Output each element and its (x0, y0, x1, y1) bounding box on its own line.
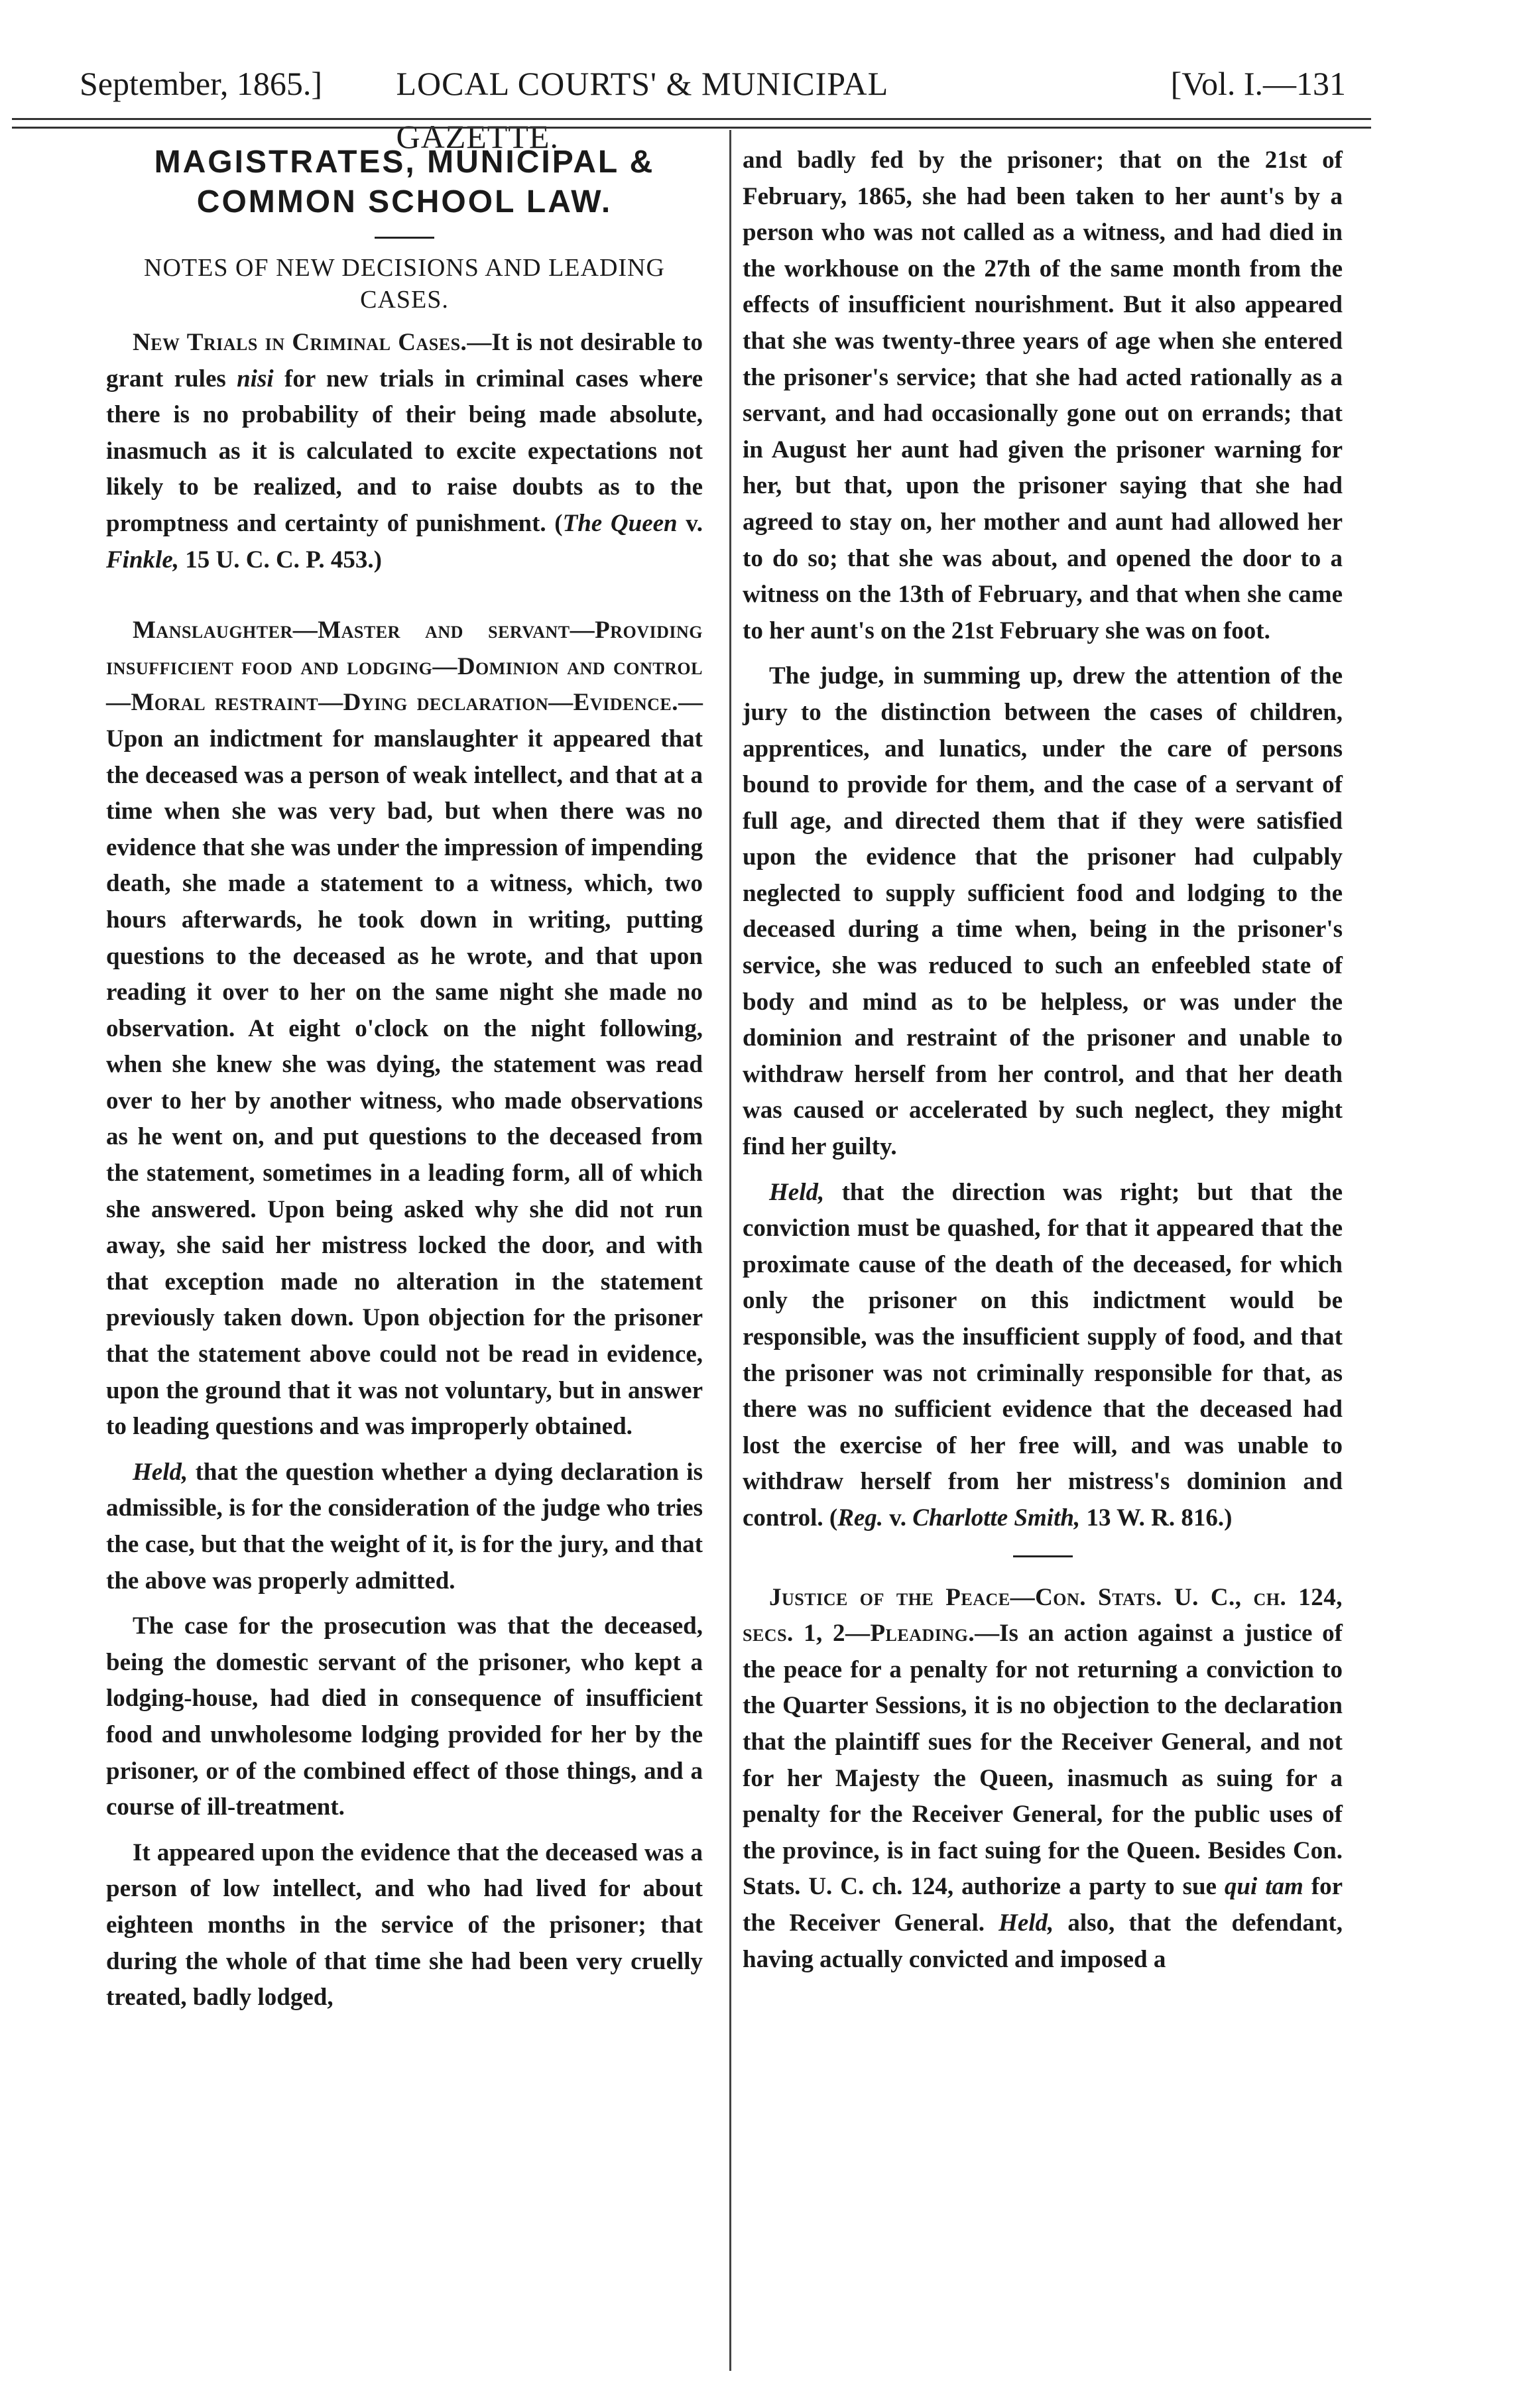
paragraph-prosecution-case: The case for the prosecution was that the deceased, being the domestic servant of the prisoner, who kept a lodging-house, had died in consequence of insufficient food and unwholesome lodging provided for her by the prisoner, or of the combined effect of those things, and a course of ill-treatment. (106, 1612, 703, 1821)
left-column (106, 143, 703, 2016)
header-date: September, 1865.] (80, 65, 322, 102)
citation: 15 U. C. C. P. 453.) (179, 546, 382, 573)
held-label: Held, (133, 1458, 188, 1486)
held-label: Held, (999, 1909, 1054, 1937)
header-title: LOCAL COURTS' & MUNICIPAL GAZETTE. (396, 65, 888, 155)
running-header (80, 57, 1346, 155)
paragraph-held-dying-declaration: Held, that the question whether a dying declaration is admissible, is for the consideration of the judge who tries the case, but that the weight of it, is for the jury, and that the above was properly admitted. (106, 1458, 703, 1595)
section-title (106, 143, 703, 222)
case-name: Finkle, (106, 546, 179, 573)
section-title-line1: MAGISTRATES, MUNICIPAL & (154, 145, 655, 180)
paragraph-summing-up: The judge, in summing up, drew the attention of the jury to the distinction between the cases of children, apprentices, and lunatics, under the care of persons bound to provide for them, and the case of a servant of full age, and directed them that if they were satisfied upon the evidence that the prisoner had culpably neglected to supply sufficient food and lodging to the deceased during a time when, being in the prisoner's service, she was reduced to such an enfeebled state of body and mind as to be helpless, or was under the dominion and restraint of the prisoner and unable to withdraw herself from her control, and that her death was caused or accelerated by such neglect, they might find her guilty. (743, 662, 1343, 1161)
paragraph-heading: Justice of the Peace—Con. Stats. U. C., ch. 124, secs. 1, 2—Pleading. (743, 1583, 1343, 1648)
paragraph-evidence-continued: and badly fed by the prisoner; that on the 21st of February, 1865, she had been taken to her aunt's by a person who was not called as a witness, and had died in the workhouse on the 27th of the same month from the effects of insufficient nourishment. But it also appeared that she was twenty-three years of age when she entered the prisoner's service; that she had acted rationally as a servant, and had occasionally gone out on errands; that in August her aunt had given the prisoner warning for her, but that, upon the prisoner saying that she had agreed to stay on, her mother and aunt had allowed her to do so; that she was about, and opened the door to a witness on the 13th of February, and that when she came to her aunt's on the 21st February she was on foot. (743, 147, 1343, 644)
paragraph-heading: Manslaughter—Master and servant—Providing insufficient food and lodging—Dominion and control—Moral restraint—Dying declaration—Evidence. (106, 617, 703, 717)
case-name: Reg. (837, 1504, 884, 1532)
right-column (743, 143, 1343, 1978)
title-rule (375, 237, 434, 239)
paragraph-manslaughter: Manslaughter—Master and servant—Providing insufficient food and lodging—Dominion and control—Moral restraint—Dying declaration—Evidence.—Upon an indictment for manslaughter it appeared that the deceased was a person of weak intellect, and that at a time when she was very bad, but when there was no evidence that she was under the impression of impending death, she made a statement to a witness, which, two hours afterwards, he took down in writing, putting questions to the deceased as he wrote, and that upon reading it over to her on the same night she made no observation. At eight o'clock on the night following, when she knew she was dying, the statement was read over to her by another witness, who made observations as he went on, and put questions to the deceased from the statement, sometimes in a leading form, all of which she answered. Upon being asked why she did not run away, she said her mistress locked the door, and with that exception made no alteration in the statement previously taken down. Upon objection for the prisoner that the statement above could not be read in evidence, upon the ground that it was not voluntary, but in answer to leading questions and was improperly obtained. (106, 617, 703, 1441)
case-name: Charlotte Smith, (912, 1504, 1081, 1532)
paragraph-held-quashed: Held, that the direction was right; but that the conviction must be quashed, for that it appeared that the proximate cause of the death of the deceased, for which only the prisoner on this indictment would be responsible, was the insufficient supply of food, and that the prisoner was not criminally responsible for that, as there was no sufficient evidence that the deceased had lost the exercise of her free will, and was unable to withdraw herself from her mistress's dominion and control. (Reg. v. Charlotte Smith, 13 W. R. 816.) (743, 1178, 1343, 1532)
header-volume: [Vol. I.—131 (1170, 65, 1346, 102)
citation: 13 W. R. 816.) (1080, 1504, 1233, 1532)
column-divider (729, 130, 731, 2371)
held-label: Held, (769, 1178, 825, 1206)
section-divider-rule (1013, 1555, 1073, 1557)
section-title-line2: COMMON SCHOOL LAW. (196, 184, 613, 219)
paragraph-justice-of-peace: Justice of the Peace—Con. Stats. U. C., ch. 124, secs. 1, 2—Pleading.—Is an action against a justice of the peace for a penalty for not returning a conviction to the Quarter Sessions, it is no objection to the declaration that the plaintiff sues for the Receiver General, and not for her Majesty the Queen, inasmuch as suing for a penalty for the Receiver General, for the public uses of the province, is in fact suing for the Queen. Besides Con. Stats. U. C. ch. 124, authorize a party to sue qui tam for the Receiver General. Held, also, that the defendant, having actually convicted and imposed a (743, 1583, 1343, 1973)
paragraph-new-trials: New Trials in Criminal Cases.—It is not desirable to grant rules nisi for new trials in criminal cases where there is no probability of their being made absolute, inasmuch as it is calculated to excite expectations not likely to be realized, and to raise doubts as to the promptness and certainty of punishment. (The Queen v. Finkle, 15 U. C. C. P. 453.) (106, 329, 703, 573)
paragraph-heading: New Trials in Criminal Cases. (133, 329, 467, 356)
header-double-rule (12, 118, 1371, 129)
paragraph-evidence: It appeared upon the evidence that the deceased was a person of low intellect, and who had lived for about eighteen months in the service of the prisoner; that during the whole of that time she had been very cruelly treated, badly lodged, (106, 1838, 703, 2012)
case-name: The Queen (562, 509, 678, 537)
section-subtitle: NOTES OF NEW DECISIONS AND LEADING CASES. (144, 254, 665, 314)
